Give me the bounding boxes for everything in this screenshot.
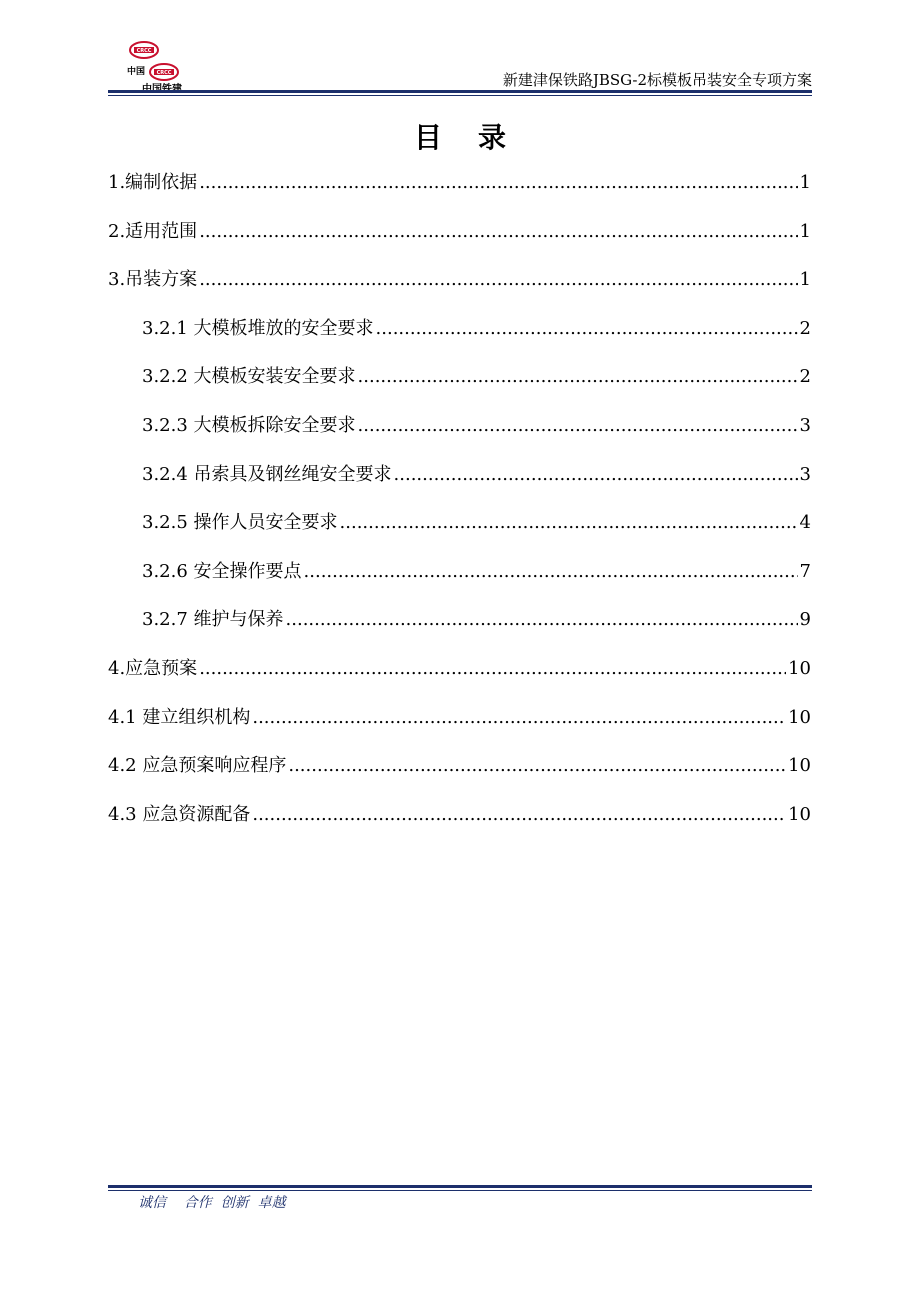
svg-text:CRCC: CRCC (136, 48, 152, 54)
toc-entry-label: 3.2.3 大模板拆除安全要求 (142, 414, 356, 436)
toc-entry-page: 3 (799, 463, 811, 485)
toc-entry-label: 3.吊装方案 (108, 269, 198, 291)
footer-rule-thick (108, 1185, 812, 1188)
toc-entry[interactable] (108, 555, 811, 604)
toc-entry-label: 3.2.4 吊索具及钢丝绳安全要求 (142, 463, 392, 485)
toc-entry-page: 2 (799, 366, 811, 388)
logo-small-label: 中国 (127, 67, 146, 77)
toc-leader-dots (394, 460, 798, 490)
toc-leader-dots (199, 168, 797, 198)
svg-text:CRCC: CRCC (156, 70, 172, 76)
toc-entry-page: 9 (799, 609, 811, 631)
header-title: 新建津保铁路JBSG-2标模板吊装安全专项方案 (502, 71, 812, 89)
toc-entry-label: 4.1 建立组织机构 (108, 706, 251, 728)
toc-leader-dots (199, 217, 797, 247)
toc-entry[interactable] (108, 749, 811, 798)
toc-entry[interactable] (108, 409, 811, 458)
header-rule-thick (108, 90, 812, 93)
toc-entry[interactable] (108, 506, 811, 555)
toc-entry-page: 10 (788, 803, 811, 825)
toc-entry-label: 3.2.1 大模板堆放的安全要求 (142, 317, 374, 339)
toc-title: 目录 (413, 121, 542, 154)
toc-entry[interactable] (108, 166, 811, 215)
toc-entry-label: 4.2 应急预案响应程序 (108, 755, 287, 777)
toc-leader-dots (340, 508, 798, 538)
toc-entry-label: 3.2.7 维护与保养 (142, 609, 284, 631)
toc-entry-page: 2 (799, 317, 811, 339)
toc-leader-dots (358, 411, 798, 441)
toc-leader-dots (199, 265, 797, 295)
toc-entry[interactable] (108, 652, 811, 701)
footer-rule-thin (108, 1190, 812, 1191)
toc-leader-dots (358, 362, 798, 392)
toc-entry-label: 3.2.6 安全操作要点 (142, 560, 302, 582)
toc-entry[interactable] (108, 263, 811, 312)
toc-entry-page: 3 (799, 414, 811, 436)
table-of-contents (108, 166, 811, 846)
toc-entry-page: 4 (799, 512, 811, 534)
toc-entry[interactable] (108, 215, 811, 264)
toc-entry-page: 1 (799, 172, 811, 193)
toc-leader-dots (376, 314, 798, 344)
toc-entry[interactable] (108, 360, 811, 409)
toc-leader-dots (252, 800, 786, 830)
toc-entry-label: 1.编制依据 (108, 172, 198, 193)
toc-entry[interactable] (108, 312, 811, 361)
header-rule-thin (108, 95, 812, 96)
toc-entry-label: 4.3 应急资源配备 (108, 803, 251, 825)
toc-entry-label: 4.应急预案 (108, 657, 198, 679)
toc-entry-page: 10 (788, 706, 811, 728)
footer-motto: 诚信 合作 创新 卓越 (138, 1195, 286, 1211)
toc-entry-label: 3.2.2 大模板安装安全要求 (142, 366, 356, 388)
toc-entry-page: 7 (799, 560, 811, 582)
toc-entry[interactable] (108, 701, 811, 750)
toc-entry[interactable] (108, 603, 811, 652)
toc-entry-page: 10 (788, 755, 811, 777)
toc-entry-page: 1 (799, 220, 811, 242)
toc-entry-label: 2.适用范围 (108, 220, 198, 242)
toc-entry[interactable] (108, 458, 811, 507)
toc-leader-dots (252, 703, 786, 733)
toc-entry-page: 10 (788, 657, 811, 679)
toc-entry-label: 3.2.5 操作人员安全要求 (142, 512, 338, 534)
toc-entry[interactable] (108, 798, 811, 847)
toc-entry-page: 1 (799, 269, 811, 291)
toc-leader-dots (199, 654, 786, 684)
toc-leader-dots (304, 557, 798, 587)
toc-leader-dots (288, 751, 786, 781)
toc-leader-dots (286, 605, 798, 635)
